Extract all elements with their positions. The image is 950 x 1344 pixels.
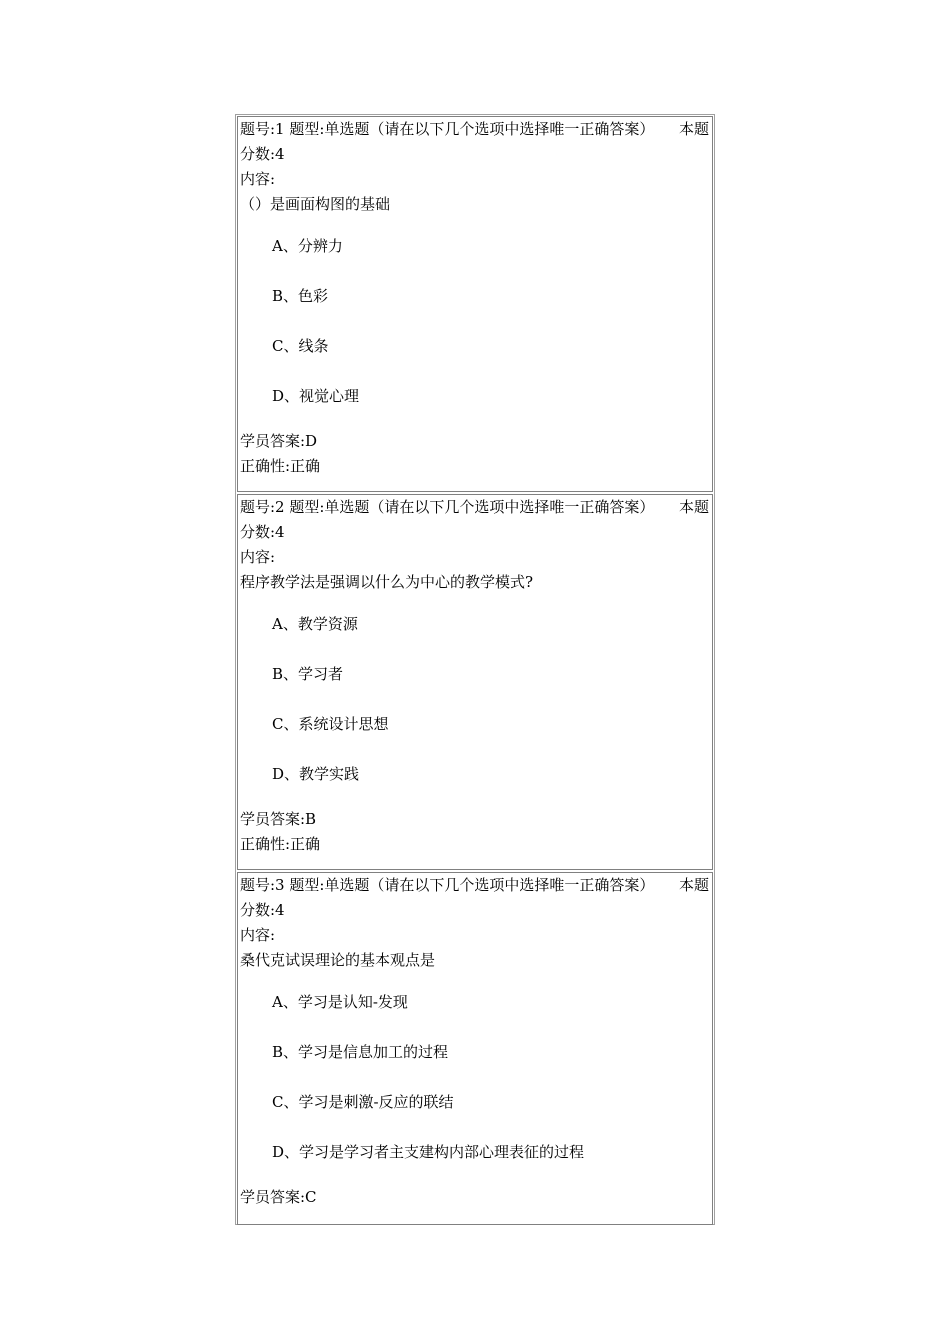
question-header-text: 题号:1 题型:单选题（请在以下几个选项中选择唯一正确答案）: [240, 120, 655, 138]
question-header-right: 本题: [678, 120, 709, 138]
option-d: D、学习是学习者主支建构内部心理表征的过程: [272, 1143, 585, 1161]
correctness: 正确性:正确: [240, 457, 321, 475]
option-b: B、色彩: [272, 287, 329, 305]
question-header: [240, 117, 712, 142]
option-d: D、教学实践: [272, 765, 360, 783]
option-d: D、视觉心理: [272, 387, 360, 405]
option-list: [240, 990, 712, 1165]
option-a: A、教学资源: [272, 615, 358, 633]
content-label: 内容:: [240, 548, 276, 566]
question-header-right: 本题: [678, 876, 709, 894]
question-header-text: 题号:2 题型:单选题（请在以下几个选项中选择唯一正确答案）: [240, 498, 655, 516]
question-score: 分数:4: [240, 901, 285, 919]
option-c: C、线条: [272, 337, 329, 355]
question-header-text: 题号:3 题型:单选题（请在以下几个选项中选择唯一正确答案）: [240, 876, 655, 894]
correctness: 正确性:正确: [240, 835, 321, 853]
question-block-2: [237, 494, 713, 870]
content-label: 内容:: [240, 926, 276, 944]
option-c: C、系统设计思想: [272, 715, 389, 733]
question-header: [240, 873, 712, 898]
student-answer: 学员答案:C: [240, 1188, 317, 1206]
question-stem: 程序教学法是强调以什么为中心的教学模式?: [240, 573, 534, 591]
student-answer: 学员答案:D: [240, 432, 318, 450]
question-block-1: [237, 116, 713, 492]
option-a: A、学习是认知-发现: [272, 993, 408, 1011]
student-answer: 学员答案:B: [240, 810, 317, 828]
option-b: B、学习是信息加工的过程: [272, 1043, 449, 1061]
option-list: [240, 234, 712, 409]
question-stem: （）是画面构图的基础: [240, 195, 391, 213]
option-list: [240, 612, 712, 787]
question-sheet: [235, 114, 715, 1225]
question-header-right: 本题: [678, 498, 709, 516]
option-b: B、学习者: [272, 665, 344, 683]
question-header: [240, 495, 712, 520]
question-stem: 桑代克试误理论的基本观点是: [240, 951, 436, 969]
option-c: C、学习是刺激-反应的联结: [272, 1093, 454, 1111]
question-score: 分数:4: [240, 523, 285, 541]
option-a: A、分辨力: [272, 237, 343, 255]
content-label: 内容:: [240, 170, 276, 188]
question-block-3: [237, 872, 713, 1225]
question-score: 分数:4: [240, 145, 285, 163]
